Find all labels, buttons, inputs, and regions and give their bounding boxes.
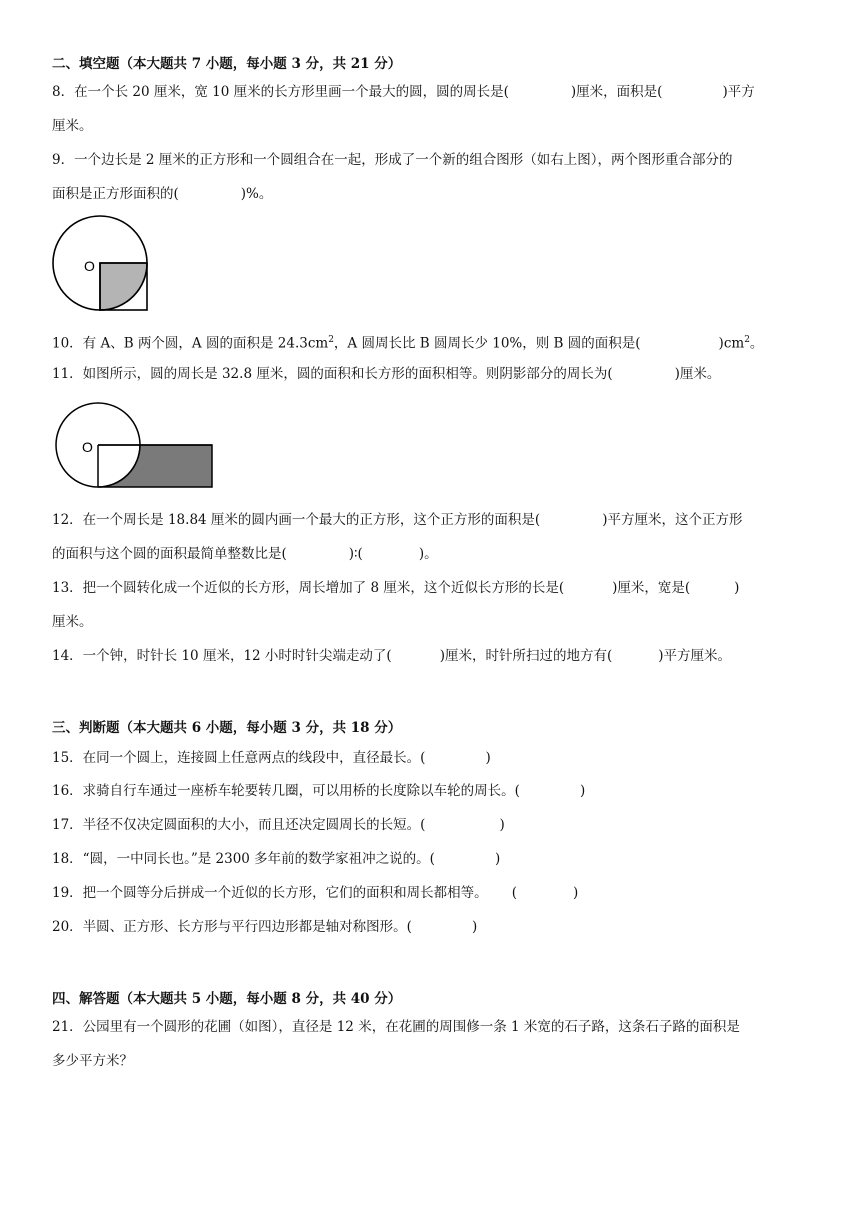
question-13-line-2: 厘米。 — [52, 614, 93, 630]
shaded-quarter-circle — [100, 263, 147, 310]
question-9-line-1: 9．一个边长是 2 厘米的正方形和一个圆组合在一起，形成了一个新的组合图形（如右上图），两个图形重合部分的 — [52, 152, 733, 168]
question-8-line-1: 8．在一个长 20 厘米，宽 10 厘米的长方形里画一个最大的圆，圆的周长是( )厘米，面积是( )平方 — [52, 84, 755, 100]
question-20: 20．半圆、正方形、长方形与平行四边形都是轴对称图形。( ) — [52, 919, 478, 935]
section-3-title: 三、判断题（本大题共 6 小题，每小题 3 分，共 18 分） — [52, 720, 402, 736]
question-19: 19．把一个圆等分后拼成一个近似的长方形，它们的面积和周长都相等。 ( ) — [52, 885, 579, 901]
question-11-figure — [52, 400, 220, 492]
question-9-line-2: 面积是正方形面积的( )%。 — [52, 186, 273, 202]
question-8-line-2: 厘米。 — [52, 118, 93, 134]
section-2-title: 二、填空题（本大题共 7 小题，每小题 3 分，共 21 分） — [52, 56, 402, 72]
center-label: O — [84, 258, 95, 274]
question-11: 11．如图所示，圆的周长是 32.8 厘米，圆的面积和长方形的面积相等。则阴影部分的周长为( )厘米。 — [52, 366, 721, 382]
question-12-line-2: 的面积与这个圆的面积最简单整数比是( )∶( )。 — [52, 546, 438, 562]
question-15: 15．在同一个圆上，连接圆上任意两点的线段中，直径最长。( ) — [52, 750, 491, 766]
question-9-figure — [50, 215, 154, 315]
question-10: 10．有 A、B 两个圆，A 圆的面积是 $24.3cm^2$，A 圆周长比 B 圆周长少 10%，则 B 圆的面积是( )$cm^2$。 — [52, 335, 764, 352]
question-21-line-2: 多少平方米？ — [52, 1053, 133, 1069]
question-14: 14．一个钟，时针长 10 厘米，12 小时时针尖端走动了( )厘米，时针所扫过的地方有( )平方厘米。 — [52, 648, 732, 664]
center-label: O — [82, 439, 93, 455]
question-17: 17．半径不仅决定圆面积的大小，而且还决定圆周长的长短。( ) — [52, 817, 505, 833]
question-13-line-1: 13．把一个圆转化成一个近似的长方形，周长增加了 8 厘米，这个近似长方形的长是( )厘米，宽是( ) — [52, 580, 740, 596]
question-12-line-1: 12．在一个周长是 18.84 厘米的圆内画一个最大的正方形，这个正方形的面积是( )平方厘米，这个正方形 — [52, 512, 743, 528]
question-18: 18．“圆，一中同长也。”是 2300 多年前的数学家祖冲之说的。( ) — [52, 851, 501, 867]
question-16: 16．求骑自行车通过一座桥车轮要转几圈，可以用桥的长度除以车轮的周长。( ) — [52, 783, 586, 799]
question-21-line-1: 21．公园里有一个圆形的花圃（如图），直径是 12 米，在花圃的周围修一条 1 米宽的石子路，这条石子路的面积是 — [52, 1019, 740, 1035]
section-4-title: 四、解答题（本大题共 5 小题，每小题 8 分，共 40 分） — [52, 991, 402, 1007]
